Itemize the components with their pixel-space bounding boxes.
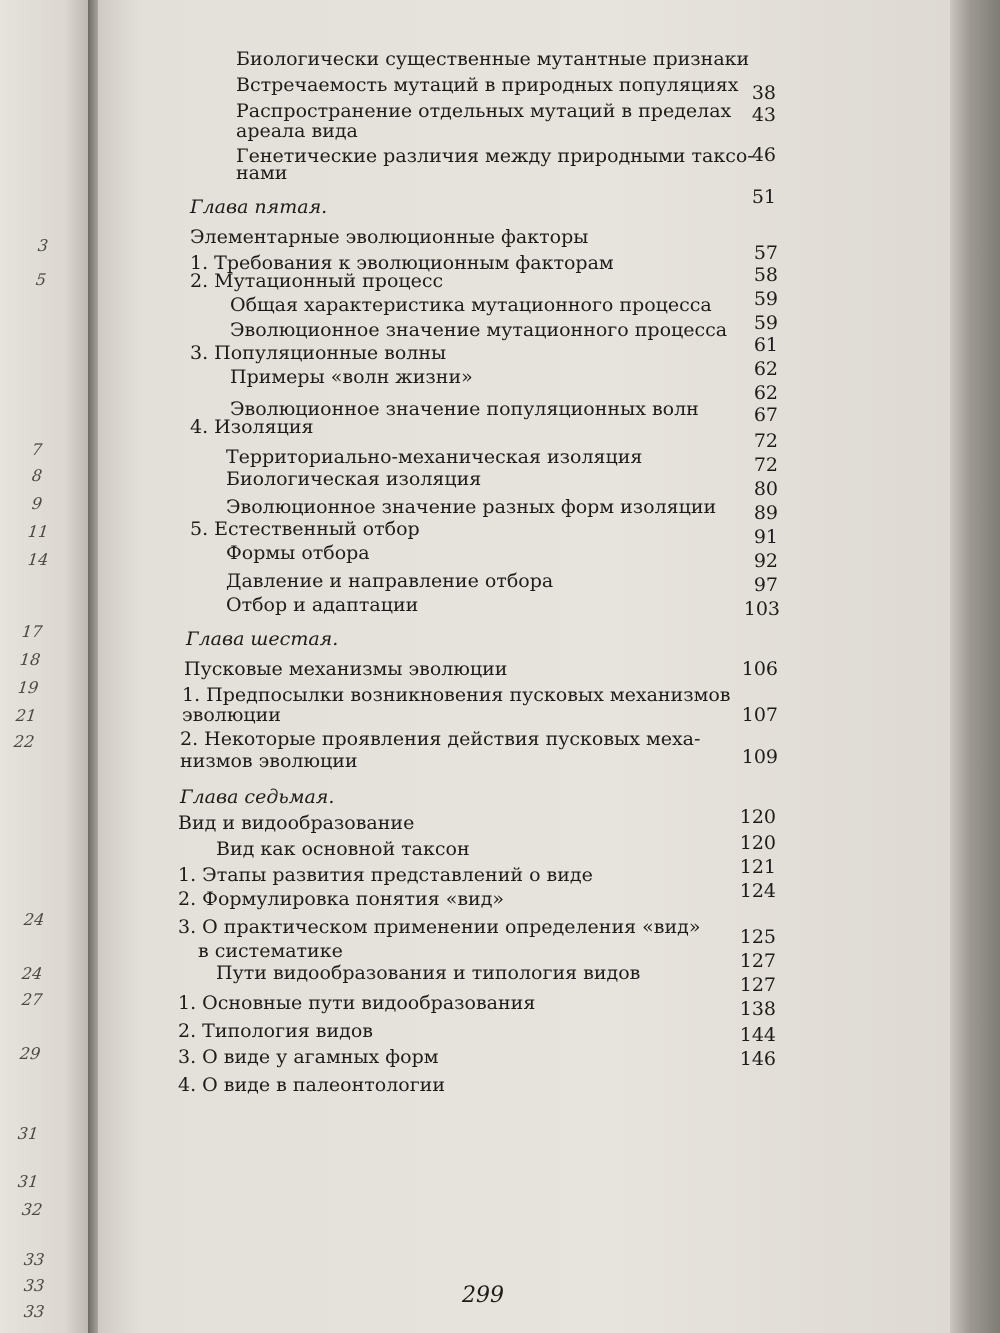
left-page-number: 18	[19, 650, 42, 669]
toc-page-number: 89	[753, 502, 778, 524]
left-page-number: 3	[37, 236, 50, 255]
toc-page-number: 62	[753, 382, 778, 404]
toc-line: ареала вида	[236, 120, 358, 142]
toc-page-number: 124	[739, 880, 776, 902]
toc-line: Территориально-механическая изоляция	[226, 446, 643, 468]
toc-line: Биологическая изоляция	[226, 468, 482, 490]
left-page-number: 29	[19, 1044, 42, 1063]
left-page-number: 11	[27, 522, 50, 541]
toc-line: Вид и видообразование	[178, 812, 415, 834]
left-page-number: 33	[23, 1302, 46, 1321]
toc-line: 1. Основные пути видообразования	[178, 992, 536, 1014]
toc-page-number: 144	[739, 1024, 776, 1046]
toc-page-number: 46	[751, 144, 776, 166]
toc-line: Эволюционное значение мутационного процесса	[230, 319, 728, 341]
left-page-number: 9	[31, 494, 44, 513]
toc-page-number: 72	[753, 430, 778, 452]
toc-line: 2. Формулировка понятия «вид»	[178, 888, 505, 910]
toc-line: Отбор и адаптации	[226, 594, 419, 616]
left-page-number: 33	[23, 1276, 46, 1295]
toc-page-number: 120	[739, 806, 776, 828]
page-number: 299	[462, 1283, 504, 1308]
toc-line: Эволюционное значение популяционных волн	[230, 398, 699, 420]
toc-page-number: 38	[751, 82, 776, 104]
toc-page-number: 106	[741, 658, 778, 680]
chapter-heading: Глава шестая.	[186, 628, 339, 650]
toc-page-number: 121	[739, 856, 776, 878]
left-page-number: 17	[21, 622, 44, 641]
left-page-number: 22	[13, 732, 36, 751]
toc-line: Распространение отдельных мутаций в пределах	[236, 100, 732, 122]
toc-page-number: 103	[743, 598, 780, 620]
toc-page-number: 97	[753, 574, 778, 596]
toc-line: 4. О виде в палеонтологии	[178, 1074, 446, 1096]
toc-line: Биологически существенные мутантные признаки	[236, 48, 750, 70]
toc-line: 2. Мутационный процесс	[190, 270, 444, 292]
toc-page-number: 51	[751, 186, 776, 208]
toc-line: 3. Популяционные волны	[190, 342, 447, 364]
toc-page-number: 125	[739, 926, 776, 948]
toc-page-number: 92	[753, 550, 778, 572]
left-page-number: 7	[31, 440, 44, 459]
toc-line: Элементарные эволюционные факторы	[190, 226, 589, 248]
toc-page-number: 57	[753, 242, 778, 264]
toc-line: Формы отбора	[226, 542, 370, 564]
toc-line: Эволюционное значение разных форм изоляции	[226, 496, 717, 518]
left-page-number: 33	[23, 1250, 46, 1269]
toc-page-number: 146	[739, 1048, 776, 1070]
toc-line: низмов эволюции	[180, 750, 358, 772]
toc-page-number: 138	[739, 998, 776, 1020]
toc-line: Примеры «волн жизни»	[230, 366, 473, 388]
toc-line: Общая характеристика мутационного процесса	[230, 294, 712, 316]
toc-line: эволюции	[182, 704, 281, 726]
toc-line: 1. Предпосылки возникновения пусковых механизмов	[182, 684, 731, 706]
toc-page-number: 127	[739, 950, 776, 972]
toc-page-number: 91	[753, 526, 778, 548]
left-page-number: 27	[21, 990, 44, 1009]
toc-page-number: 61	[753, 334, 778, 356]
left-page-number: 32	[21, 1200, 44, 1219]
left-page-number: 8	[31, 466, 44, 485]
toc-page-number: 72	[753, 454, 778, 476]
toc-line: Пусковые механизмы эволюции	[184, 658, 508, 680]
toc-page-number: 43	[751, 104, 776, 126]
toc-line: 5. Естественный отбор	[190, 518, 420, 540]
left-page-number: 21	[15, 706, 38, 725]
toc-page-number: 120	[739, 832, 776, 854]
left-page-number: 5	[35, 270, 48, 289]
toc-line: Пути видообразования и типология видов	[216, 962, 641, 984]
toc-line: 1. Этапы развития представлений о виде	[178, 864, 593, 886]
toc-line: 3. О виде у агамных форм	[178, 1046, 439, 1068]
toc-line: в систематике	[198, 940, 343, 962]
toc-line: 3. О практическом применении определения «вид»	[178, 916, 701, 938]
toc-line: Вид как основной таксон	[216, 838, 470, 860]
toc-page-number: 58	[753, 264, 778, 286]
toc-page-number: 67	[753, 404, 778, 426]
toc-page-number: 109	[741, 746, 778, 768]
left-page-number: 31	[17, 1172, 40, 1191]
toc-page-number: 59	[753, 288, 778, 310]
left-page-number: 24	[21, 964, 44, 983]
toc-page-number: 62	[753, 358, 778, 380]
toc-line: Генетические различия между природными таксо-	[236, 145, 754, 167]
chapter-heading: Глава седьмая.	[180, 786, 335, 808]
left-page-number: 31	[17, 1124, 40, 1143]
toc-line: нами	[236, 162, 288, 184]
toc-line: 1. Требования к эволюционным факторам	[190, 252, 614, 274]
toc-line: Встречаемость мутаций в природных популяциях	[236, 74, 739, 96]
toc-page-number: 80	[753, 478, 778, 500]
toc-page-number: 59	[753, 312, 778, 334]
left-page-number: 24	[23, 910, 46, 929]
toc-line: Давление и направление отбора	[226, 570, 554, 592]
toc-page-number: 107	[741, 704, 778, 726]
left-page-number: 19	[17, 678, 40, 697]
chapter-heading: Глава пятая.	[190, 196, 328, 218]
toc-line: 2. Некоторые проявления действия пусковых меха-	[180, 728, 701, 750]
toc-line: 4. Изоляция	[190, 416, 314, 438]
left-page-number: 14	[27, 550, 50, 569]
toc-line: 2. Типология видов	[178, 1020, 373, 1042]
toc-page-number: 127	[739, 974, 776, 996]
